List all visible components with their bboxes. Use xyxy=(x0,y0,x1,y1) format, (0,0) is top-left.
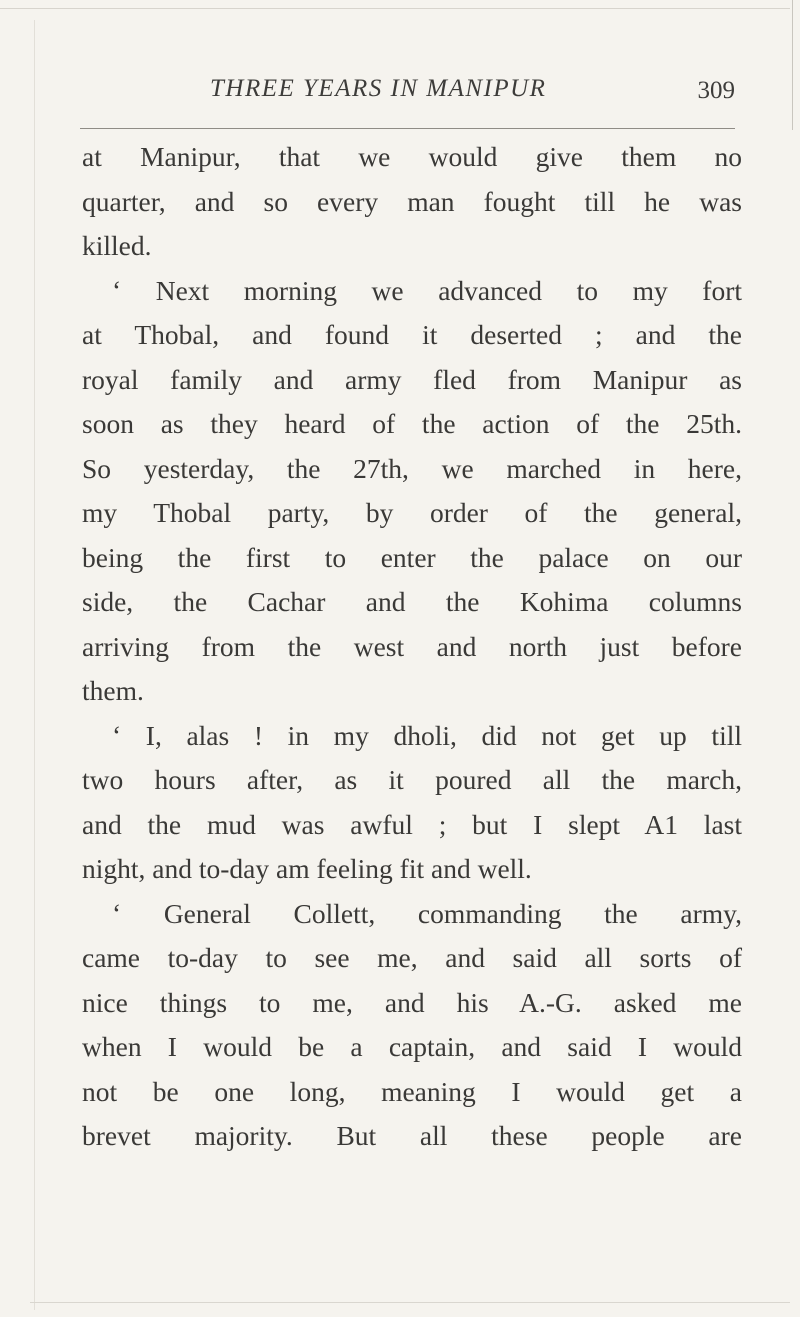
text-line: soon as they heard of the action of the 25th. xyxy=(82,408,742,439)
text-line: quarter, and so every man fought till he was xyxy=(82,185,742,217)
body-text xyxy=(82,135,742,1159)
text-line: nice things to me, and his A.-G. asked me xyxy=(82,986,742,1018)
text-line: and the mud was awful ; but I slept A1 last xyxy=(82,808,742,840)
text-line: not be one long, meaning I would get a xyxy=(82,1075,742,1107)
text-line: my Thobal party, by order of the general, xyxy=(82,497,742,528)
text-line: came to-day to see me, and said all sorts of xyxy=(82,942,742,973)
running-head xyxy=(80,74,735,114)
page-edge-right xyxy=(792,0,793,130)
text-line: two hours after, as it poured all the march, xyxy=(82,764,742,795)
text-line: night, and to-day am feeling fit and well. xyxy=(82,853,532,884)
page-edge-top xyxy=(0,8,790,9)
text-line: killed. xyxy=(82,230,152,261)
page-number: 309 xyxy=(697,77,735,104)
text-line: ‘ General Collett, commanding the army, xyxy=(112,897,742,929)
text-line: royal family and army fled from Manipur as xyxy=(82,363,742,395)
text-line: ‘ Next morning we advanced to my fort xyxy=(112,274,742,306)
text-line: arriving from the west and north just before xyxy=(82,630,742,662)
text-line: So yesterday, the 27th, we marched in here, xyxy=(82,452,742,484)
text-line: brevet majority. But all these people are xyxy=(82,1120,742,1151)
running-head-title: THREE YEARS IN MANIPUR xyxy=(210,75,547,102)
header-rule xyxy=(80,128,735,129)
text-line: side, the Cachar and the Kohima columns xyxy=(82,586,742,617)
text-line: at Thobal, and found it deserted ; and the xyxy=(82,319,742,350)
page-edge-left xyxy=(34,20,35,1310)
text-line: at Manipur, that we would give them no xyxy=(82,141,742,172)
text-line: being the first to enter the palace on our xyxy=(82,541,742,573)
text-line: them. xyxy=(82,675,144,706)
page-edge-bottom xyxy=(30,1302,790,1303)
text-line: when I would be a captain, and said I would xyxy=(82,1031,742,1062)
text-line: ‘ I, alas ! in my dholi, did not get up till xyxy=(112,719,742,751)
